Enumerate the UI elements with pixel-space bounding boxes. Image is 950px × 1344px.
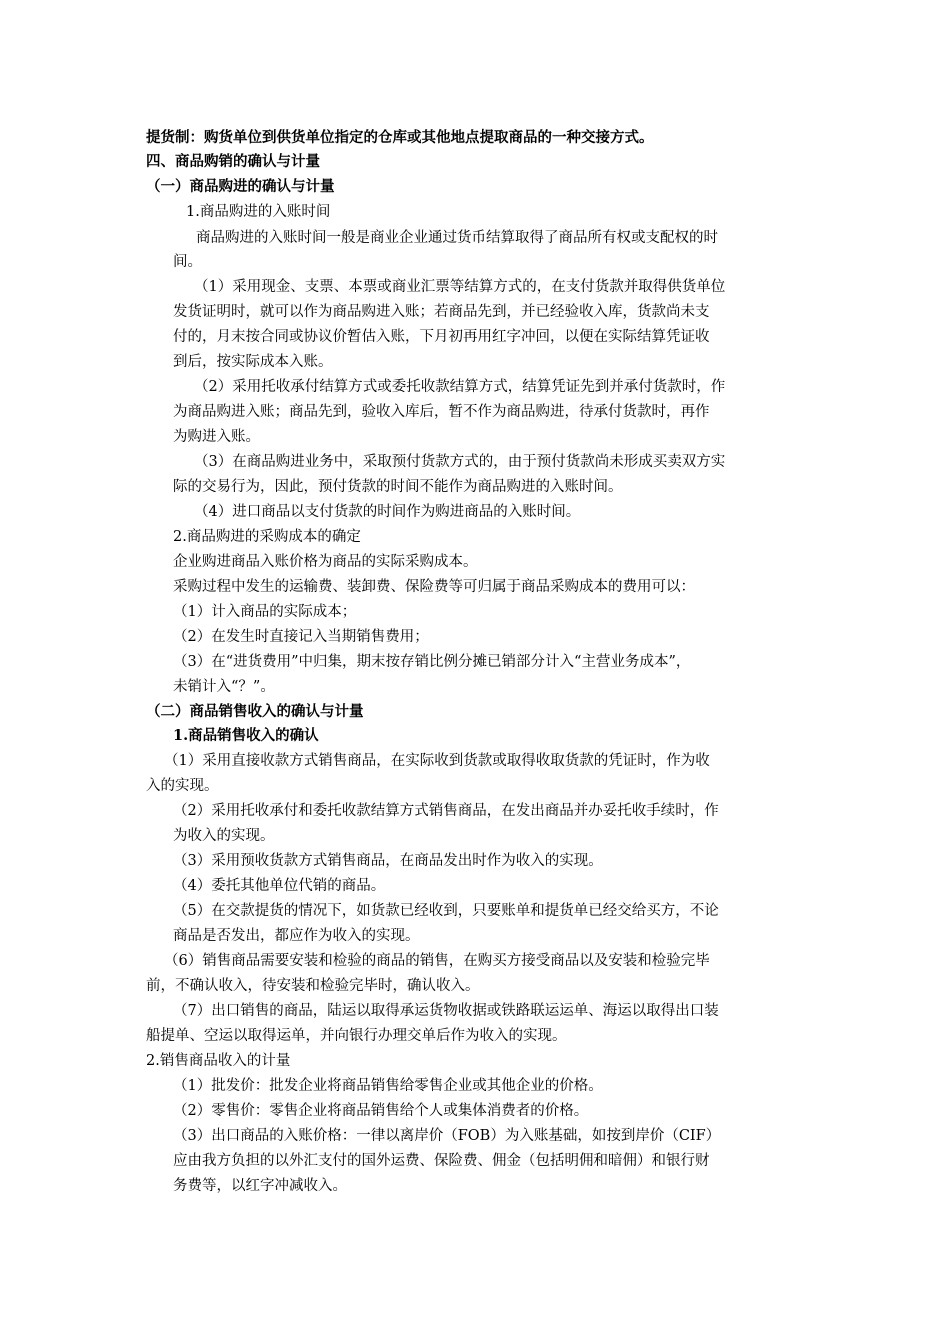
paragraph-line: 务费等，以红字冲减收入。: [173, 1178, 347, 1194]
paragraph-line: （4）进口商品以支付货款的时间作为购进商品的入账时间。: [194, 504, 581, 520]
paragraph-line: （1）采用现金、支票、本票或商业汇票等结算方式的，在支付货款并取得供货单位: [194, 279, 726, 295]
paragraph-line: 间。: [173, 254, 202, 270]
paragraph-line: （2）在发生时直接记入当期销售费用；: [173, 629, 429, 645]
item-heading: 2.商品购进的采购成本的确定: [173, 529, 361, 545]
paragraph-line: （6）销售商品需要安装和检验的商品的销售，在购买方接受商品以及安装和检验完毕: [164, 953, 710, 969]
paragraph-line: （1）采用直接收款方式销售商品，在实际收到货款或取得收取货款的凭证时，作为收: [164, 753, 710, 769]
item-heading: 2.销售商品收入的计量: [146, 1053, 291, 1069]
paragraph-line: 船提单、空运以取得运单，并向银行办理交单后作为收入的实现。: [146, 1028, 567, 1044]
paragraph-line: 为商品购进入账；商品先到，验收入库后，暂不作为商品购进，待承付货款时，再作: [173, 404, 710, 420]
paragraph-line: 前，不确认收入，待安装和检验完毕时，确认收入。: [146, 978, 480, 994]
paragraph-line: （1）批发价：批发企业将商品销售给零售企业或其他企业的价格。: [173, 1078, 603, 1094]
paragraph-line: 入的实现。: [146, 778, 219, 794]
paragraph-line: 商品购进的入账时间一般是商业企业通过货币结算取得了商品所有权或支配权的时: [196, 230, 718, 246]
paragraph-line: （3）在“进货费用”中归集，期末按存销比例分摊已销部分计入“主营业务成本”，: [173, 654, 691, 670]
paragraph-line: （3）出口商品的入账价格：一律以离岸价（FOB）为入账基础，如按到岸价（CIF）: [173, 1128, 721, 1144]
paragraph-line: （3）采用预收货款方式销售商品，在商品发出时作为收入的实现。: [173, 853, 603, 869]
paragraph-line: （7）出口销售的商品，陆运以取得承运货物收据或铁路联运运单、海运以取得出口装: [173, 1003, 719, 1019]
definition-line: 提货制：购货单位到供货单位指定的仓库或其他地点提取商品的一种交接方式。: [146, 129, 654, 146]
paragraph-line: （2）零售价：零售企业将商品销售给个人或集体消费者的价格。: [173, 1103, 589, 1119]
paragraph-line: （2）采用托收承付和委托收款结算方式销售商品，在发出商品并办妥托收手续时，作: [173, 803, 719, 819]
subsection-heading: （一）商品购进的确认与计量: [146, 178, 335, 195]
paragraph-line: 到后，按实际成本入账。: [173, 354, 333, 370]
paragraph-line: 商品是否发出，都应作为收入的实现。: [173, 928, 420, 944]
item-heading: 1.商品销售收入的确认: [173, 727, 319, 744]
paragraph-line: 付的，月末按合同或协议价暂估入账，下月初再用红字冲回，以便在实际结算凭证收: [173, 329, 710, 345]
paragraph-line: （2）采用托收承付结算方式或委托收款结算方式，结算凭证先到并承付货款时，作: [194, 379, 726, 395]
paragraph-line: 应由我方负担的以外汇支付的国外运费、保险费、佣金（包括明佣和暗佣）和银行财: [173, 1153, 710, 1169]
paragraph-line: 际的交易行为，因此，预付货款的时间不能作为商品购进的入账时间。: [173, 479, 623, 495]
paragraph-line: 为收入的实现。: [173, 828, 275, 844]
paragraph-line: 发货证明时，就可以作为商品购进入账；若商品先到，并已经验收入库，货款尚未支: [173, 304, 710, 320]
section-heading: 四、商品购销的确认与计量: [146, 153, 320, 170]
paragraph-line: （3）在商品购进业务中，采取预付货款方式的，由于预付货款尚未形成买卖双方实: [194, 454, 726, 470]
paragraph-line: 企业购进商品入账价格为商品的实际采购成本。: [173, 554, 478, 570]
paragraph-line: （4）委托其他单位代销的商品。: [173, 878, 386, 894]
paragraph-line: 为购进入账。: [173, 429, 260, 445]
item-heading: 1.商品购进的入账时间: [186, 204, 331, 220]
paragraph-line: （1）计入商品的实际成本；: [173, 604, 357, 620]
paragraph-line: 未销计入“？”。: [173, 679, 275, 695]
subsection-heading: （二）商品销售收入的确认与计量: [146, 703, 364, 720]
paragraph-line: 采购过程中发生的运输费、装卸费、保险费等可归属于商品采购成本的费用可以：: [173, 579, 695, 595]
paragraph-line: （5）在交款提货的情况下，如货款已经收到，只要账单和提货单已经交给买方，不论: [173, 903, 719, 919]
